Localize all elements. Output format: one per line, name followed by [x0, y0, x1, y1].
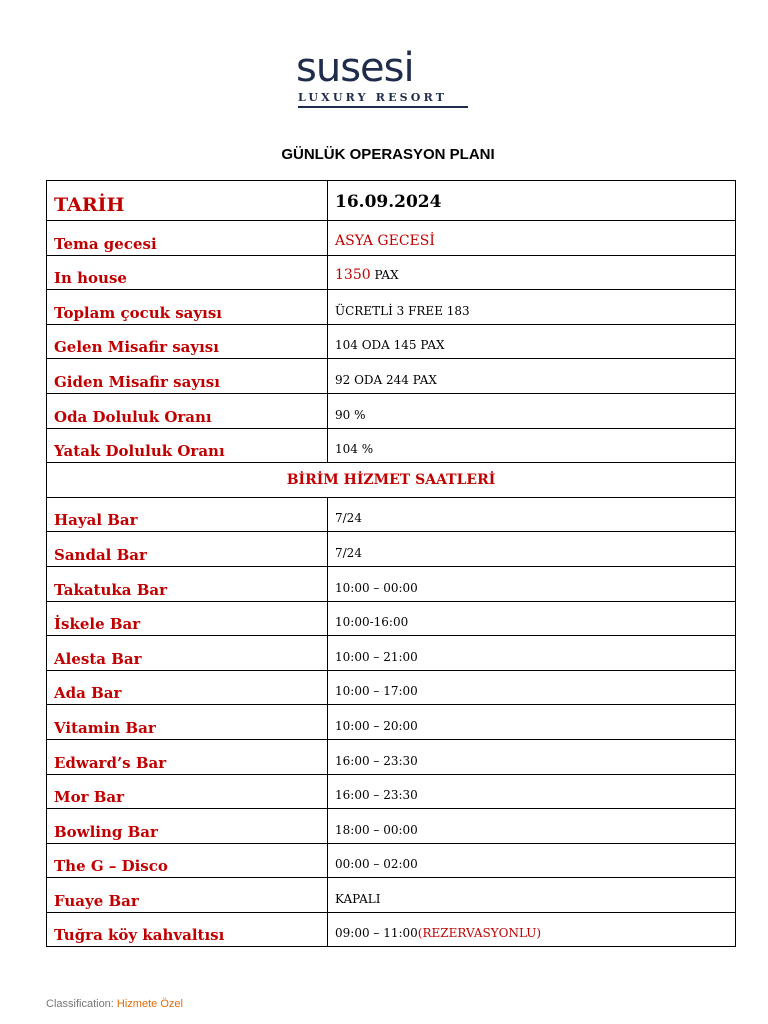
row-value: 00:00 – 02:00	[328, 843, 736, 878]
date-row	[47, 181, 736, 221]
row-label: Edward’s Bar	[47, 739, 328, 774]
date-value: 16.09.2024	[328, 181, 736, 221]
logo-brand: susesi	[296, 45, 414, 91]
hours-row	[47, 532, 736, 567]
row-label: Sandal Bar	[47, 532, 328, 567]
row-value: 90 %	[328, 393, 736, 428]
info-row	[47, 255, 736, 290]
row-label: Tema gecesi	[47, 221, 328, 256]
row-value: 16:00 – 23:30	[328, 739, 736, 774]
row-value: 10:00 – 20:00	[328, 705, 736, 740]
hours-row	[47, 843, 736, 878]
info-row	[47, 324, 736, 359]
section-header-row	[47, 463, 736, 498]
hours-row	[47, 497, 736, 532]
classification-footer	[46, 998, 183, 1010]
row-label: İskele Bar	[47, 601, 328, 636]
row-label: Hayal Bar	[47, 497, 328, 532]
info-row	[47, 221, 736, 256]
row-label: Alesta Bar	[47, 636, 328, 671]
info-row	[47, 359, 736, 394]
in-house-number: 1350	[335, 267, 371, 284]
row-label: In house	[47, 255, 328, 290]
row-value: 92 ODA 244 PAX	[328, 359, 736, 394]
section-title: BİRİM HİZMET SAATLERİ	[47, 463, 736, 498]
row-value: 10:00 – 17:00	[328, 670, 736, 705]
theme-night-value: ASYA GECESİ	[335, 232, 435, 249]
row-value: 10:00-16:00	[328, 601, 736, 636]
in-house-unit: PAX	[370, 268, 399, 283]
hours-row	[47, 912, 736, 947]
date-label: TARİH	[47, 181, 328, 221]
row-value: 16:00 – 23:30	[328, 774, 736, 809]
row-label: Takatuka Bar	[47, 566, 328, 601]
hours-row	[47, 670, 736, 705]
classification-prefix: Classification:	[46, 998, 117, 1010]
hours-row	[47, 601, 736, 636]
operations-table	[46, 180, 736, 947]
row-label: Yatak Doluluk Oranı	[47, 428, 328, 463]
row-label: Oda Doluluk Oranı	[47, 393, 328, 428]
hours-row	[47, 636, 736, 671]
hours-row	[47, 878, 736, 913]
row-value: 18:00 – 00:00	[328, 809, 736, 844]
logo-underline	[298, 106, 468, 108]
susesi-logo	[296, 45, 472, 110]
hours-row	[47, 705, 736, 740]
row-value: 7/24	[328, 532, 736, 567]
document-title: GÜNLÜK OPERASYON PLANI	[281, 146, 495, 163]
row-value: 10:00 – 00:00	[328, 566, 736, 601]
row-label: Giden Misafir sayısı	[47, 359, 328, 394]
row-value: 104 %	[328, 428, 736, 463]
row-value: KAPALI	[328, 878, 736, 913]
row-label: Gelen Misafir sayısı	[47, 324, 328, 359]
row-label: Bowling Bar	[47, 809, 328, 844]
info-row	[47, 428, 736, 463]
hours-row	[47, 739, 736, 774]
row-value: 10:00 – 21:00	[328, 636, 736, 671]
row-label: Tuğra köy kahvaltısı	[47, 912, 328, 947]
row-label: Toplam çocuk sayısı	[47, 290, 328, 325]
classification-value: Hizmete Özel	[116, 998, 183, 1010]
row-label: Ada Bar	[47, 670, 328, 705]
row-label: The G – Disco	[47, 843, 328, 878]
reservation-note: (REZERVASYONLU)	[417, 926, 542, 941]
logo-tagline: LUXURY RESORT	[298, 91, 448, 104]
row-value: 09:00 – 11:00	[335, 926, 418, 941]
row-label: Mor Bar	[47, 774, 328, 809]
row-label: Fuaye Bar	[47, 878, 328, 913]
info-row	[47, 393, 736, 428]
row-label: Vitamin Bar	[47, 705, 328, 740]
row-value: 7/24	[328, 497, 736, 532]
row-value: 104 ODA 145 PAX	[328, 324, 736, 359]
row-value: ÜCRETLİ 3 FREE 183	[328, 290, 736, 325]
hours-row	[47, 774, 736, 809]
info-row	[47, 290, 736, 325]
hours-row	[47, 809, 736, 844]
hours-row	[47, 566, 736, 601]
